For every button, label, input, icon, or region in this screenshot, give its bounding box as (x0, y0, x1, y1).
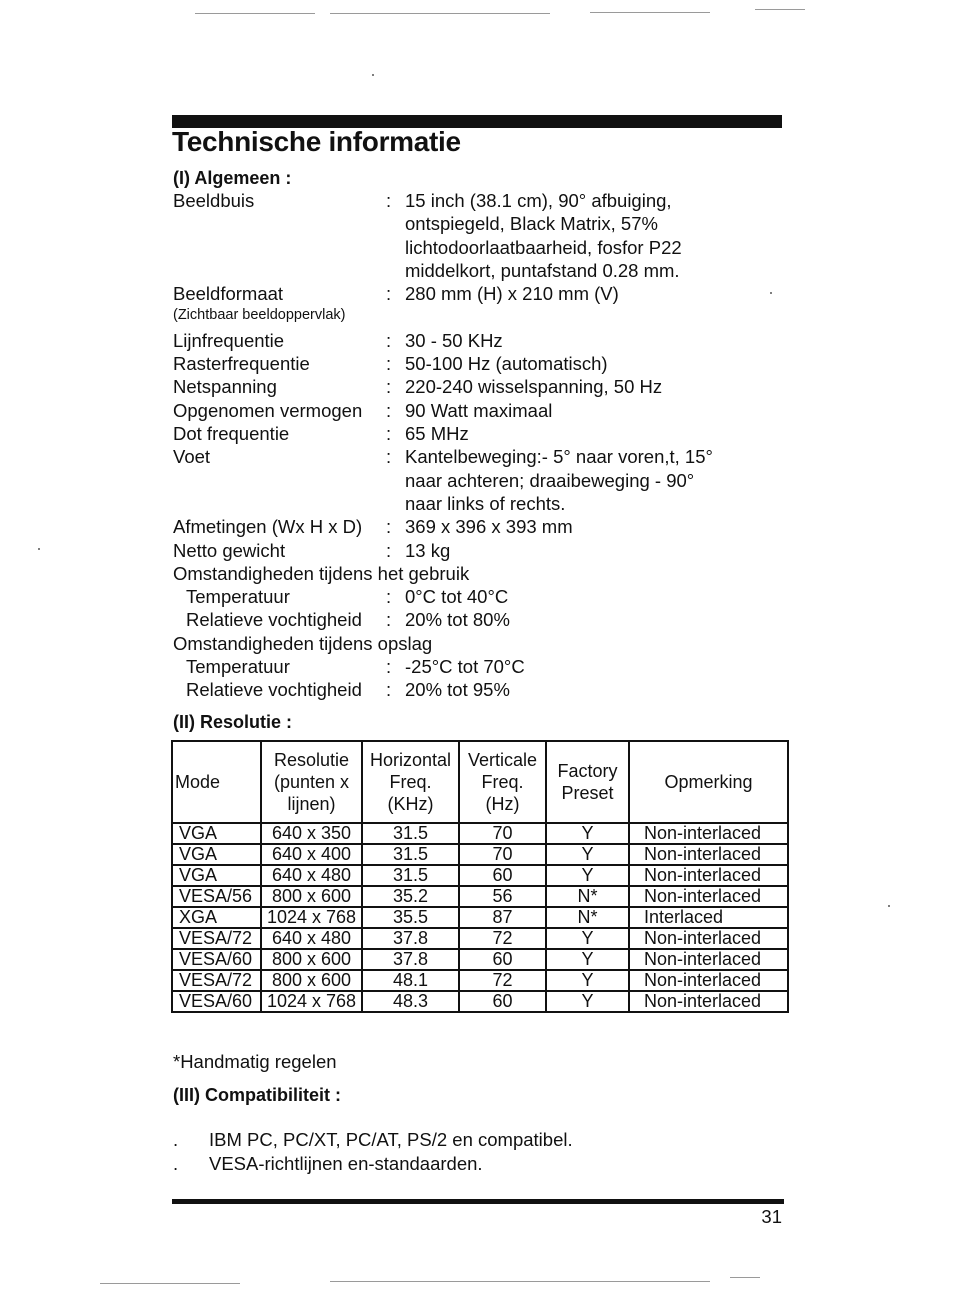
cell-vertical-freq: 70 (459, 823, 546, 844)
spec-value: 20% tot 80% (405, 609, 510, 631)
scan-artifact (888, 905, 890, 907)
table-header-row (172, 741, 788, 823)
table-footnote: *Handmatig regelen (173, 1051, 337, 1072)
spec-row (0, 515, 954, 538)
spec-value: ontspiegeld, Black Matrix, 57% (405, 213, 658, 235)
cell-remark: Non-interlaced (629, 865, 788, 886)
table-row (172, 865, 788, 886)
table-row (172, 823, 788, 844)
spec-separator: : (386, 423, 392, 444)
cell-mode: VGA (172, 844, 261, 865)
resolution-table-body (172, 823, 788, 1012)
spec-label: Afmetingen (Wx H x D) (173, 516, 363, 538)
scan-artifact (330, 13, 550, 14)
cell-resolution: 640 x 480 (261, 928, 362, 949)
cell-horizontal-freq: 35.5 (362, 907, 459, 928)
cell-vertical-freq: 60 (459, 865, 546, 886)
spec-label: Temperatuur (186, 656, 290, 677)
cell-factory-preset: Y (546, 949, 629, 970)
cell-mode: VESA/60 (172, 949, 261, 970)
cell-mode: VGA (172, 865, 261, 886)
table-header-line: Horizontal (369, 750, 452, 770)
cell-resolution: 800 x 600 (261, 886, 362, 907)
spec-note: (Zichtbaar beeldoppervlak) (173, 306, 346, 323)
table-header-line: Mode (175, 772, 221, 792)
table-header-line: Verticale (467, 750, 538, 770)
cell-remark: Interlaced (629, 907, 788, 928)
spec-separator: : (386, 586, 392, 608)
spec-value: middelkort, puntafstand 0.28 mm. (405, 259, 680, 281)
footer-rule (172, 1199, 784, 1204)
table-row (172, 907, 788, 928)
spec-separator: : (386, 399, 392, 421)
section-heading-compatibility: (III) Compatibiliteit : (173, 1085, 341, 1105)
spec-value: 65 MHz (405, 423, 469, 444)
scan-artifact (195, 13, 315, 14)
cell-factory-preset: Y (546, 928, 629, 949)
table-header-line: (punten x (273, 772, 350, 792)
spec-label: Netspanning (173, 376, 277, 398)
spec-row (0, 445, 954, 514)
table-header-line: lijnen) (287, 794, 336, 814)
cell-resolution: 640 x 400 (261, 844, 362, 865)
cell-vertical-freq: 60 (459, 991, 546, 1012)
spec-value: naar links of rechts. (405, 492, 566, 514)
cell-remark: Non-interlaced (629, 949, 788, 970)
spec-separator: : (386, 283, 392, 305)
cell-horizontal-freq: 48.3 (362, 991, 459, 1012)
bullet-text: IBM PC, PC/XT, PC/AT, PS/2 en compatibel. (209, 1129, 573, 1150)
page-number: 31 (761, 1206, 782, 1227)
spec-separator: : (386, 609, 392, 631)
table-header-line: (Hz) (485, 794, 520, 814)
spec-value: 30 - 50 KHz (405, 329, 503, 351)
table-row (172, 844, 788, 865)
cell-resolution: 640 x 350 (261, 823, 362, 844)
cell-remark: Non-interlaced (629, 823, 788, 844)
spec-row (0, 399, 954, 422)
spec-label: Beeldformaat (173, 283, 284, 305)
table-row (172, 886, 788, 907)
spec-label: Omstandigheden tijdens het gebruik (173, 562, 470, 584)
cell-horizontal-freq: 31.5 (362, 865, 459, 886)
spec-label: Rasterfrequentie (173, 353, 310, 375)
table-header-line: (KHz) (387, 794, 434, 814)
spec-label: Relatieve vochtigheid (186, 609, 362, 631)
cell-resolution: 640 x 480 (261, 865, 362, 886)
bullet-dot: . (173, 1129, 179, 1150)
spec-separator: : (386, 539, 392, 561)
cell-factory-preset: Y (546, 823, 629, 844)
spec-row (0, 189, 954, 281)
table-header-note (629, 741, 788, 823)
cell-remark: Non-interlaced (629, 844, 788, 865)
cell-horizontal-freq: 37.8 (362, 928, 459, 949)
spec-value: 220-240 wisselspanning, 50 Hz (405, 376, 663, 398)
spec-value: 280 mm (H) x 210 mm (V) (405, 283, 619, 305)
spec-value: lichtodoorlaatbaarheid, fosfor P22 (405, 236, 682, 258)
cell-factory-preset: Y (546, 844, 629, 865)
cell-horizontal-freq: 48.1 (362, 970, 459, 991)
scan-artifact (100, 1283, 240, 1284)
spec-row (0, 282, 954, 305)
table-header-line: Opmerking (664, 772, 753, 792)
table-header-line: Factory (557, 761, 618, 781)
cell-resolution: 800 x 600 (261, 970, 362, 991)
spec-separator: : (386, 190, 392, 211)
cell-vertical-freq: 72 (459, 928, 546, 949)
cell-remark: Non-interlaced (629, 928, 788, 949)
spec-row (0, 422, 954, 445)
spec-row (0, 632, 954, 655)
spec-label: Omstandigheden tijdens opslag (173, 632, 433, 654)
cell-factory-preset: N* (546, 907, 629, 928)
spec-label: Lijnfrequentie (173, 329, 285, 351)
cell-vertical-freq: 72 (459, 970, 546, 991)
cell-factory-preset: Y (546, 991, 629, 1012)
spec-label: Dot frequentie (173, 423, 290, 444)
cell-resolution: 800 x 600 (261, 949, 362, 970)
cell-factory-preset: Y (546, 970, 629, 991)
resolution-table (171, 740, 789, 1013)
cell-mode: VESA/72 (172, 928, 261, 949)
spec-separator: : (386, 679, 392, 701)
table-header-mode (172, 741, 261, 823)
spec-label: Relatieve vochtigheid (186, 679, 362, 701)
table-header-line: Resolutie (273, 750, 350, 770)
table-row (172, 970, 788, 991)
cell-factory-preset: Y (546, 865, 629, 886)
spec-value: 0°C tot 40°C (405, 586, 509, 608)
spec-value: 369 x 396 x 393 mm (405, 516, 573, 538)
scan-artifact (330, 1281, 710, 1282)
spec-row (0, 678, 954, 701)
scan-artifact (730, 1277, 760, 1278)
cell-mode: XGA (172, 907, 261, 928)
spec-separator: : (386, 329, 392, 351)
cell-mode: VESA/56 (172, 886, 261, 907)
cell-vertical-freq: 87 (459, 907, 546, 928)
cell-resolution: 1024 x 768 (261, 991, 362, 1012)
spec-label: Netto gewicht (173, 539, 286, 561)
table-header-line: Freq. (389, 772, 432, 792)
spec-row (0, 539, 954, 562)
spec-label: Opgenomen vermogen (173, 399, 363, 421)
spec-value: Kantelbeweging:- 5° naar voren,t, 15° (405, 446, 713, 468)
spec-value: 90 Watt maximaal (405, 399, 553, 421)
page-title: Technische informatie (172, 126, 461, 157)
cell-mode: VESA/60 (172, 991, 261, 1012)
spec-separator: : (386, 516, 392, 538)
spec-value: 15 inch (38.1 cm), 90° afbuiging, (405, 190, 672, 211)
spec-label: Voet (173, 446, 211, 468)
table-header-line: Freq. (481, 772, 524, 792)
table-header-factory (546, 741, 629, 823)
table-row (172, 991, 788, 1012)
spec-value: -25°C tot 70°C (405, 656, 525, 677)
cell-remark: Non-interlaced (629, 886, 788, 907)
spec-separator: : (386, 376, 392, 398)
table-header-horizontal (362, 741, 459, 823)
cell-mode: VESA/72 (172, 970, 261, 991)
cell-mode: VGA (172, 823, 261, 844)
bullet-text: VESA-richtlijnen en-standaarden. (209, 1153, 483, 1174)
cell-resolution: 1024 x 768 (261, 907, 362, 928)
section-heading-general: (I) Algemeen : (173, 168, 292, 188)
spec-row (0, 608, 954, 631)
resolution-table-header (172, 741, 788, 823)
bullet-dot: . (173, 1153, 179, 1174)
spec-value: 13 kg (405, 539, 451, 561)
spec-value: 50-100 Hz (automatisch) (405, 353, 608, 375)
spec-label: Temperatuur (186, 586, 290, 608)
section-heading-resolution: (II) Resolutie : (173, 712, 293, 732)
table-header-vertical (459, 741, 546, 823)
spec-row (0, 329, 954, 352)
table-header-line: Preset (561, 783, 614, 803)
cell-horizontal-freq: 35.2 (362, 886, 459, 907)
table-row (172, 949, 788, 970)
scan-artifact (590, 12, 710, 13)
cell-horizontal-freq: 31.5 (362, 823, 459, 844)
cell-vertical-freq: 56 (459, 886, 546, 907)
spec-separator: : (386, 656, 392, 677)
spec-row (0, 375, 954, 398)
cell-horizontal-freq: 31.5 (362, 844, 459, 865)
spec-row (0, 562, 954, 585)
cell-vertical-freq: 60 (459, 949, 546, 970)
spec-row (0, 655, 954, 678)
scan-artifact (755, 9, 805, 10)
cell-vertical-freq: 70 (459, 844, 546, 865)
spec-separator: : (386, 353, 392, 375)
table-row (172, 928, 788, 949)
cell-remark: Non-interlaced (629, 991, 788, 1012)
spec-row (0, 585, 954, 608)
spec-value: naar achteren; draaibeweging - 90° (405, 469, 695, 491)
spec-separator: : (386, 446, 392, 468)
spec-label: Beeldbuis (173, 190, 255, 211)
cell-horizontal-freq: 37.8 (362, 949, 459, 970)
scan-artifact (372, 74, 374, 76)
spec-row (0, 352, 954, 375)
cell-factory-preset: N* (546, 886, 629, 907)
cell-remark: Non-interlaced (629, 970, 788, 991)
spec-value: 20% tot 95% (405, 679, 510, 701)
table-header-resolution (261, 741, 362, 823)
